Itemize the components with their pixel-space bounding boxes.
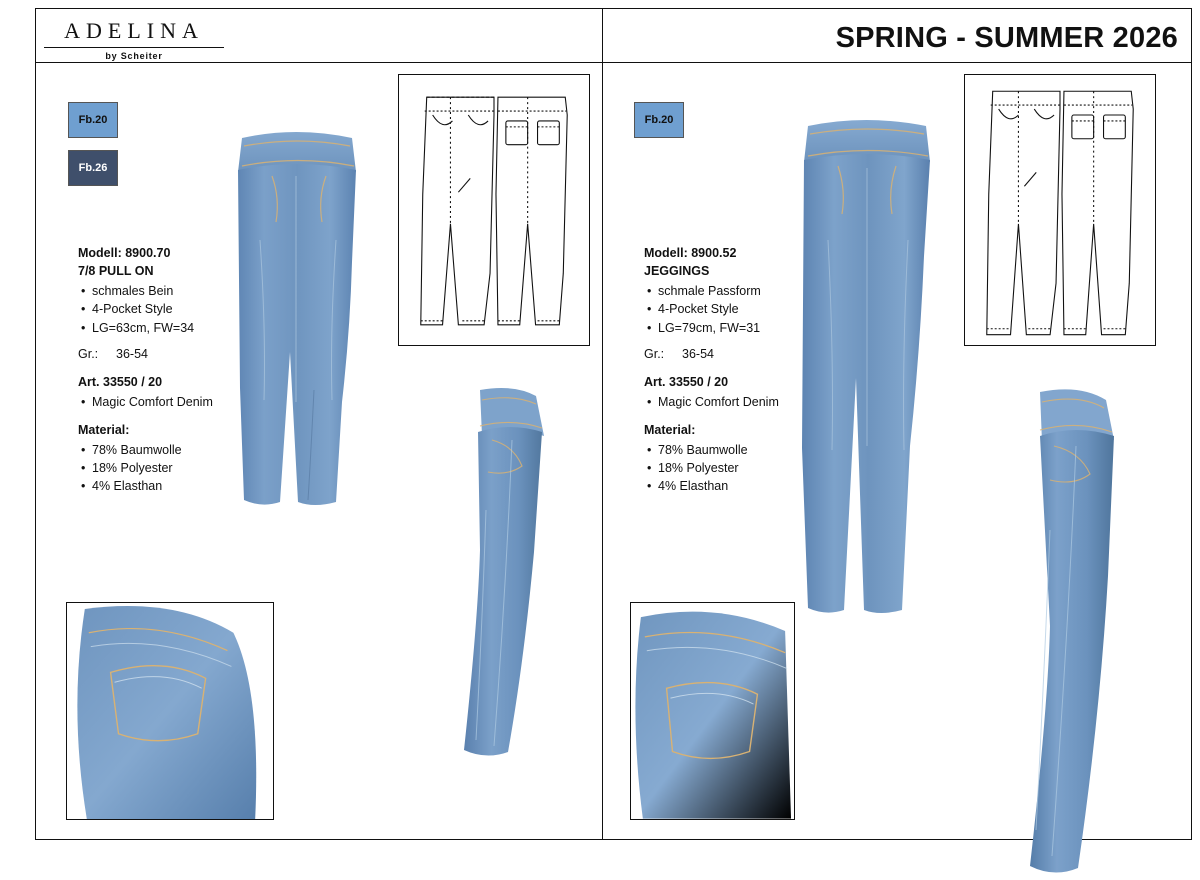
size-value: 36-54 bbox=[682, 346, 714, 361]
list-item: • 4-Pocket Style bbox=[658, 300, 854, 318]
list-item: • 4% Elasthan bbox=[92, 477, 288, 495]
list-item: • 18% Polyester bbox=[92, 459, 288, 477]
product-photo-front bbox=[186, 120, 406, 580]
color-swatch[interactable] bbox=[634, 102, 684, 138]
product-photo-front bbox=[750, 110, 980, 620]
color-swatch-label: Fb.20 bbox=[78, 114, 108, 126]
product-panel-right bbox=[602, 62, 1168, 840]
list-item: • Magic Comfort Denim bbox=[658, 393, 854, 411]
brand-logo bbox=[44, 18, 224, 61]
brand-subtitle: by Scheiter bbox=[105, 51, 163, 61]
list-item: • 18% Polyester bbox=[658, 459, 854, 477]
product-photo-side bbox=[416, 380, 576, 800]
model-name: JEGGINGS bbox=[644, 264, 710, 279]
article-number: Art. 33550 / 20 bbox=[78, 374, 163, 389]
list-item: • Magic Comfort Denim bbox=[92, 393, 288, 411]
article-number: Art. 33550 / 20 bbox=[644, 374, 729, 389]
product-photo-detail bbox=[630, 602, 795, 820]
material-label: Material: bbox=[644, 423, 696, 437]
list-item: • LG=63cm, FW=34 bbox=[92, 319, 288, 337]
model-number: Modell: 8900.70 bbox=[78, 246, 171, 260]
product-photo-detail bbox=[66, 602, 274, 820]
material-label: Material: bbox=[78, 423, 130, 437]
model-number: Modell: 8900.52 bbox=[644, 246, 737, 260]
color-swatch[interactable] bbox=[68, 150, 118, 186]
brand-name: ADELINA bbox=[44, 18, 224, 48]
product-panel-left bbox=[36, 62, 602, 840]
list-item: • LG=79cm, FW=31 bbox=[658, 319, 854, 337]
list-item: • schmale Passform bbox=[658, 282, 854, 300]
size-label: Gr.: bbox=[644, 346, 665, 361]
season-title: SPRING - SUMMER 2026 bbox=[835, 22, 1178, 54]
binding-strip bbox=[8, 8, 36, 840]
technical-sketch bbox=[964, 74, 1156, 346]
size-value: 36-54 bbox=[116, 346, 148, 361]
list-item: • 4-Pocket Style bbox=[92, 300, 288, 318]
technical-sketch bbox=[398, 74, 590, 346]
size-label: Gr.: bbox=[78, 346, 99, 361]
list-item: • 78% Baumwolle bbox=[658, 441, 854, 459]
product-photo-side bbox=[982, 380, 1152, 880]
color-swatch-label: Fb.26 bbox=[78, 162, 108, 174]
list-item: • 78% Baumwolle bbox=[92, 441, 288, 459]
list-item: • 4% Elasthan bbox=[658, 477, 854, 495]
color-swatch[interactable] bbox=[68, 102, 118, 138]
model-name: 7/8 PULL ON bbox=[78, 264, 154, 279]
list-item: • schmales Bein bbox=[92, 282, 288, 300]
color-swatch-label: Fb.20 bbox=[644, 114, 674, 126]
